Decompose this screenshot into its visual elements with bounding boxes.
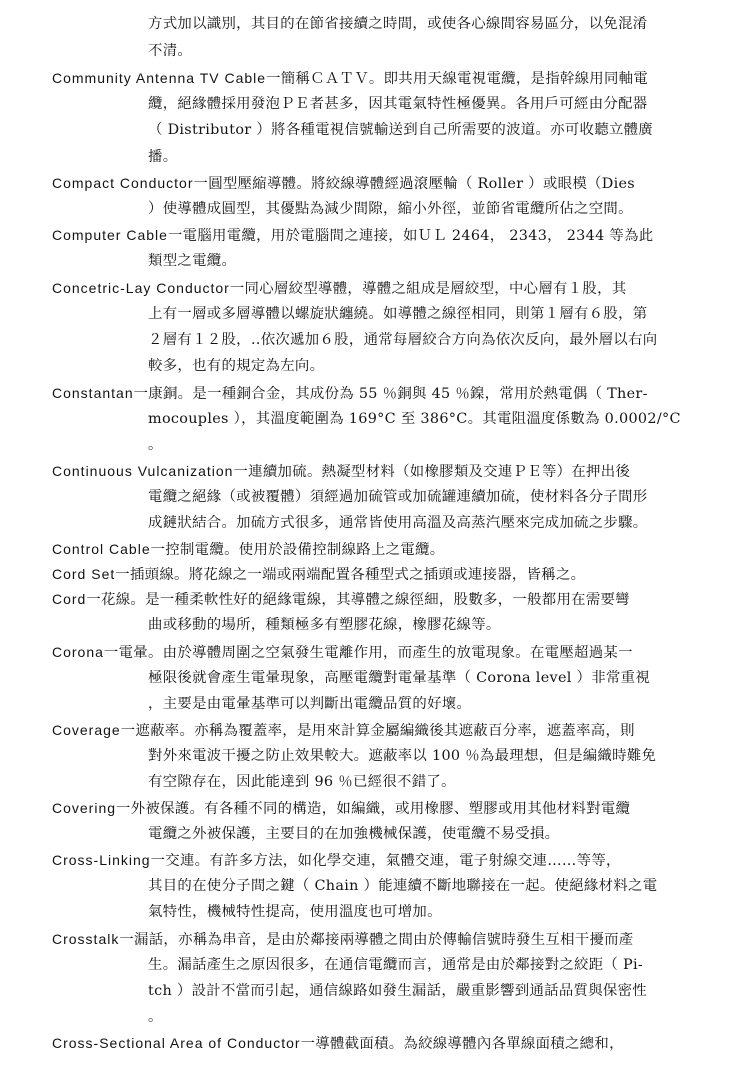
entry-definition: 一花線。是一種柔軟性好的絕緣電線，其導體之線徑細，股數多，一般都用在需要彎 xyxy=(86,592,630,608)
entry-line: 較多，也有的規定為左向。 xyxy=(148,358,325,374)
entry-line: ）使導體成圓型，其優點為減少間隙，縮小外徑，並節省電纜所佔之空間。 xyxy=(148,201,633,217)
entry-first-line xyxy=(52,228,653,243)
entry-line: 上有一層或多層導體以螺旋狀纏繞。如導體之線徑相同，則第１層有６股，第 xyxy=(148,306,648,322)
entry-line: 類型之電纜。 xyxy=(148,253,237,269)
entry-first-line xyxy=(52,281,627,296)
entry-line: 有空隙存在，因此能達到 96 ％已經很不錯了。 xyxy=(148,774,456,790)
entry-line: 播。 xyxy=(148,149,178,165)
entry-term: Compact Conductor xyxy=(52,175,194,191)
entry-definition: 一同心層絞型導體，導體之組成是層絞型，中心層有１股，其 xyxy=(229,281,627,297)
entry-first-line xyxy=(52,1036,624,1051)
entry-first-line xyxy=(52,645,633,660)
entry-first-line xyxy=(52,723,635,738)
entry-first-line xyxy=(52,71,648,86)
entry-line: 。 xyxy=(148,1009,163,1025)
entry-first-line xyxy=(52,386,648,401)
entry-term: Covering xyxy=(52,800,117,816)
entry-definition: 一電暈。由於導體周圍之空氣發生電離作用，而產生的放電現象。在電壓超過某一 xyxy=(103,645,633,661)
entry-term: Community Antenna TV Cable xyxy=(52,70,267,86)
entry-definition: 一康銅。是一種銅合金，其成份為 55 ％銅與 45 ％鎳，常用於熱電偶（ Ther- xyxy=(133,386,648,402)
entry-term: Crosstalk xyxy=(52,931,120,947)
entry-definition: 一遮蔽率。亦稱為覆蓋率，是用來計算金屬編織後其遮蔽百分率，遮蓋率高，則 xyxy=(120,723,635,739)
entry-first-line xyxy=(52,176,635,191)
entry-line: （ Distributor ）將各種電視信號輸送到自己所需要的波道。亦可收聽立體廣 xyxy=(148,122,653,138)
entry-definition: 一插頭線。將花線之一端或兩端配置各種型式之插頭或連接器，皆稱之。 xyxy=(115,567,586,583)
entry-term: Corona xyxy=(52,644,104,660)
entry-term: Coverage xyxy=(52,722,121,738)
entry-definition: 一漏話，亦稱為串音，是由於鄰接兩導體之間由於傳輸信號時發生互相干擾而產 xyxy=(119,932,634,948)
entry-line: 不清。 xyxy=(148,43,193,59)
entry-term: Computer Cable xyxy=(52,227,168,243)
entry-line: 其目的在使分子間之鍵（ Chain ）能連續不斷地聯接在一起。使絕緣材料之電 xyxy=(148,878,658,894)
entry-line: 電纜之外被保護，主要目的在加強機械保護，使電纜不易受損。 xyxy=(148,826,560,842)
entry-definition: 一交連。有許多方法，如化學交連，氣體交連，電子射線交連……等等， xyxy=(150,853,621,869)
entry-line: tch ）設計不當而引起，通信線路如發生漏話，嚴重影響到通話品質與保密性 xyxy=(148,983,647,999)
entry-line: ２層有１２股，‥依次遞加６股，通常每層絞合方向為依次反向，最外層以右向 xyxy=(148,332,658,348)
entry-definition: 一電腦用電纜，用於電腦間之連接，如ＵＬ 2464， 2343， 2344 等為此 xyxy=(167,228,654,244)
entry-term: Continuous Vulcanization xyxy=(52,463,234,479)
entry-first-line xyxy=(52,567,585,582)
entry-line: 方式加以識別，其目的在節省接續之時間，或使各心線間容易區分，以免混淆 xyxy=(148,16,648,32)
entry-line: 曲或移動的場所，種類極多有塑膠花線，橡膠花線等。 xyxy=(148,617,501,633)
entry-line: 。 xyxy=(148,437,163,453)
entry-definition: 一圓型壓縮導體。將絞線導體經過滾壓輪（ Roller ）或眼模（Dies xyxy=(193,176,635,192)
entry-line: 極限後就會產生電暈現象，高壓電纜對電暈基準（ Corona level ）非常重視 xyxy=(148,670,651,686)
entry-first-line xyxy=(52,932,634,947)
entry-first-line xyxy=(52,542,444,557)
entry-line: 電纜之絕緣（或被覆體）須經過加硫管或加硫罐連續加硫，使材料各分子間形 xyxy=(148,489,648,505)
entry-definition: 一控制電纜。使用於設備控制線路上之電纜。 xyxy=(150,542,445,558)
entry-definition: 一連續加硫。熱凝型材料（如橡膠類及交連ＰＥ等）在押出後 xyxy=(233,464,631,480)
entry-first-line xyxy=(52,592,630,607)
entry-term: Cross-Linking xyxy=(52,852,151,868)
entry-first-line xyxy=(52,464,630,479)
entry-term: Concetric-Lay Conductor xyxy=(52,280,230,296)
entry-definition: 一簡稱ＣＡＴＶ。即共用天線電視電纜，是指幹線用同軸電 xyxy=(266,71,649,87)
entry-line: 對外來電波干擾之防止效果較大。遮蔽率以 100 ％為最理想，但是編織時難免 xyxy=(148,748,657,764)
entry-term: Cross-Sectional Area of Conductor xyxy=(52,1035,301,1051)
entry-line: 生。漏話產生之原因很多，在通信電纜而言，通常是由於鄰接對之絞距（ Pi- xyxy=(148,957,644,973)
entry-first-line xyxy=(52,801,630,816)
entry-line: ，主要是由電暈基準可以判斷出電纜品質的好壞。 xyxy=(148,696,472,712)
entry-line: 纜，絕緣體採用發泡ＰＥ者甚多，因其電氣特性極優異。各用戶可經由分配器 xyxy=(148,96,648,112)
entry-line: 氣特性，機械特性提高，使用溫度也可增加。 xyxy=(148,904,442,920)
entry-definition: 一外被保護。有各種不同的構造，如編織，或用橡膠、塑膠或用其他材料對電纜 xyxy=(116,801,631,817)
entry-term: Cord xyxy=(52,591,87,607)
entry-term: Constantan xyxy=(52,385,134,401)
entry-term: Cord Set xyxy=(52,566,116,582)
entry-definition: 一導體截面積。為絞線導體內各單線面積之總和， xyxy=(300,1036,624,1052)
entry-term: Control Cable xyxy=(52,541,151,557)
entry-line: mocouples ），其溫度範圍為 169°C 至 386°C。其電阻溫度係數為 0.0002/°C xyxy=(148,411,681,427)
entry-first-line xyxy=(52,853,621,868)
entry-line: 成鏈狀結合。加硫方式很多，通常皆使用高溫及高蒸汽壓來完成加硫之步驟。 xyxy=(148,515,648,531)
